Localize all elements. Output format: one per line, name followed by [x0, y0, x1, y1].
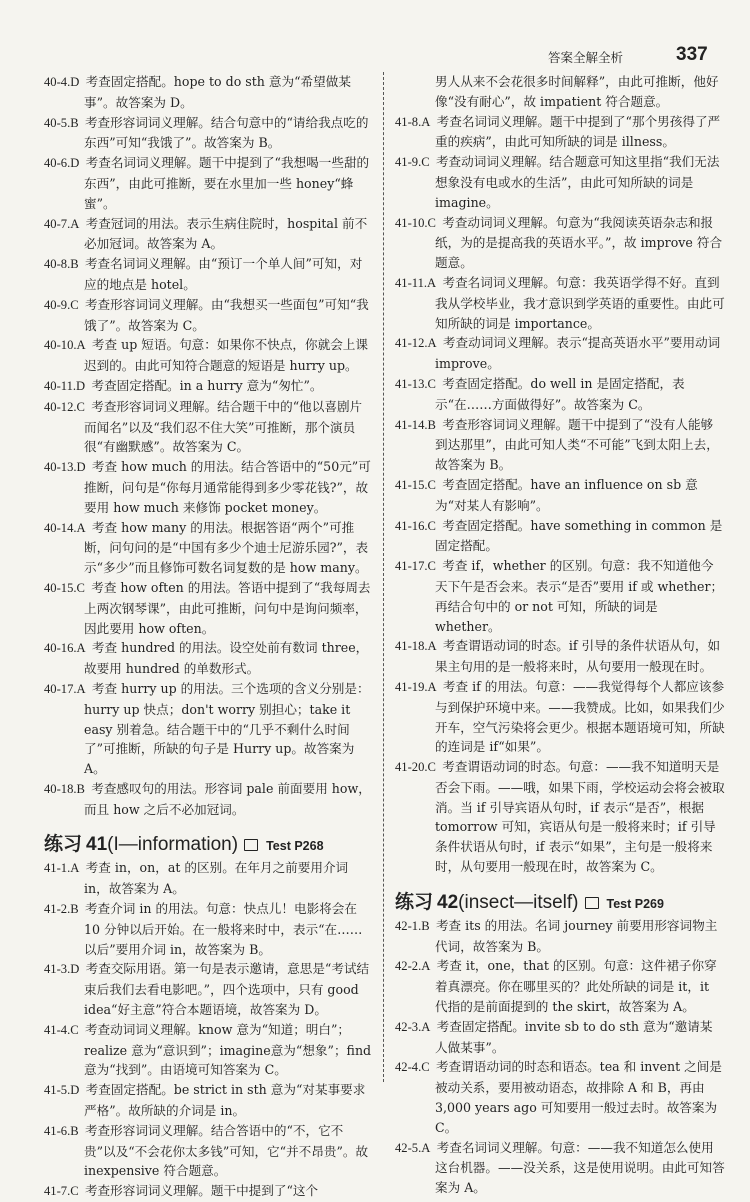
- answer-number: 41-4.C: [44, 1022, 79, 1037]
- right-column: [395, 72, 725, 1198]
- answer-number: 42-1.B: [395, 918, 430, 933]
- answer-text: 考查 hurry up 的用法。三个选项的含义分别是：hurry up 快点；don't worry 别担心；take it easy 别着急。结合题干中的“几乎不剩什么时间了”可推断，所缺的句子是 Hurry up。故答案为 A。: [84, 680, 370, 777]
- answer-entry: [44, 72, 374, 113]
- answer-entry: [395, 112, 725, 153]
- answer-text: 考查形容词词义理解。结合句意中的“请给我点吃的东西”可知“我饿了”。故答案为 B。: [84, 114, 369, 151]
- answer-entry: [44, 959, 374, 1019]
- answer-text: 考查动词词义理解。know 意为“知道；明白”；realize 意为“意识到”；imagine意为“想象”；find 意为“找到”。由语境可知答案为 C。: [84, 1021, 372, 1078]
- answer-number: 40-8.B: [44, 257, 79, 272]
- answer-number: 41-2.B: [44, 902, 79, 917]
- answer-number: 41-10.C: [395, 215, 436, 230]
- answer-entry: [44, 1181, 374, 1202]
- answer-number: 41-15.C: [395, 477, 436, 492]
- entries-42: [395, 916, 725, 1198]
- answer-text: 考查固定搭配。hope to do sth 意为“希望做某事”。故答案为 D。: [84, 74, 351, 110]
- answer-entry: [395, 956, 725, 1016]
- answer-entry: [395, 757, 725, 877]
- answer-text: 考查动词词义理解。结合题意可知这里指“我们无法想象没有电或水的生活”，由此可知所缺的词是 imagine。: [435, 154, 720, 210]
- answer-text: 考查冠词的用法。表示生病住院时，hospital 前不必加冠词。故答案为 A。: [84, 215, 368, 252]
- answer-number: 41-14.B: [395, 417, 436, 432]
- answer-entry: [395, 415, 725, 475]
- column-divider: [383, 72, 384, 1082]
- answer-text: 考查形容词词义理解。由“我想买一些面包”可知“我饿了”。故答案为 C。: [84, 296, 369, 333]
- answer-text: 考查 how many 的用法。根据答语“两个”可推断，问句问的是“中国有多少个迪士尼游乐园?”，表示“多少”而且修饰可数名词复数的是 how many。: [84, 519, 369, 576]
- answer-text: 考查形容词词义理解。结合答语中的“不，它不贵”以及“不会花你太多钱”可知，它“并不昂贵”。故 inexpensive 符合题意。: [84, 1122, 369, 1179]
- answer-entry: [44, 295, 374, 336]
- answer-text: 考查形容词词义理解。结合题干中的“他以喜剧片而闻名”以及“我们忍不住大笑”可推断，那个演员很“有幽默感”。故答案为 C。: [84, 398, 363, 455]
- answer-entry: [44, 254, 374, 295]
- page-header: [548, 42, 718, 68]
- answer-entry: [44, 376, 374, 397]
- answer-number: 40-5.B: [44, 115, 79, 130]
- continued-text: 男人从来不会花很多时间解释”，由此可推断，他好像“没有耐心”，故 impatient 符合题意。: [435, 74, 719, 109]
- answer-text: 考查固定搭配。do well in 是固定搭配，表示“在……方面做得好”。故答案为 C。: [435, 375, 685, 412]
- section-prefix: 练习: [44, 834, 83, 856]
- answer-entry: [395, 152, 725, 212]
- answer-number: 42-3.A: [395, 1019, 431, 1034]
- answer-text: 考查谓语动词的时态。if 引导的条件状语从句，如果主句用的是一般将来时，从句要用一般现在时。: [435, 638, 721, 675]
- answer-number: 40-4.D: [44, 75, 80, 89]
- answer-entry: [395, 677, 725, 757]
- answer-number: 41-11.A: [395, 275, 437, 290]
- answer-number: 41-6.B: [44, 1123, 79, 1138]
- answer-number: 41-12.A: [395, 336, 437, 351]
- answer-number: 41-16.C: [395, 518, 436, 533]
- answer-entry: [395, 916, 725, 957]
- answer-entry: [44, 457, 374, 517]
- answer-entry: [395, 1017, 725, 1058]
- answer-text: 考查形容词词义理解。题干中提到了“没有人能够到达那里”，由此可知人类“不可能”飞到太阳上去，故答案为 B。: [435, 416, 719, 473]
- answer-number: 41-8.A: [395, 114, 431, 129]
- answer-entry: [395, 1138, 725, 1198]
- section-number: 42: [437, 891, 459, 913]
- answer-entry: [44, 153, 374, 213]
- section-heading-42: [395, 887, 725, 913]
- answer-text: 考查 it，one，that 的区别。句意：这件裙子你穿着真漂亮。你在哪里买的？此处所缺的词是 it，it 代指的是前面提到的 the skirt，故答案为 A。: [435, 958, 717, 1015]
- answer-number: 40-17.A: [44, 681, 86, 696]
- answer-entry: [44, 1121, 374, 1181]
- answer-entry: [44, 518, 374, 578]
- answer-number: 41-5.D: [44, 1083, 80, 1098]
- answer-number: 40-13.D: [44, 460, 86, 475]
- answer-number: 41-1.A: [44, 861, 80, 876]
- answer-number: 40-10.A: [44, 338, 86, 353]
- answer-text: 考查形容词词义理解。题干中提到了“这个: [84, 1183, 319, 1199]
- header-label: 答案全解全析: [548, 50, 624, 65]
- answer-entry: [44, 899, 374, 959]
- answer-text: 考查动词词义理解。表示“提高英语水平”要用动词 improve。: [435, 335, 721, 372]
- answer-number: 41-20.C: [395, 760, 436, 775]
- answer-entry: [395, 516, 725, 557]
- answer-entry: [395, 475, 725, 516]
- answer-number: 40-15.C: [44, 580, 85, 595]
- answer-entry: [44, 214, 374, 255]
- section-test-ref: Test P269: [606, 896, 664, 911]
- answer-entry: [395, 333, 725, 374]
- section-range: (I—information): [107, 834, 239, 856]
- answer-entry: [44, 1080, 374, 1121]
- entries-40: [44, 72, 374, 819]
- answer-entry: [44, 858, 374, 899]
- answer-text: 考查固定搭配。have something in common 是固定搭配。: [435, 517, 723, 554]
- answer-text: 考查名词词义理解。题干中提到了“我想喝一些甜的东西”，由此可推断，要在水里加一些 honey“蜂蜜”。: [84, 155, 370, 211]
- page-number: 337: [676, 44, 708, 65]
- section-heading-41: [44, 829, 374, 855]
- answer-number: 40-12.C: [44, 399, 85, 414]
- answer-entry: [44, 779, 374, 820]
- entries-41b: [395, 112, 725, 877]
- answer-number: 40-18.B: [44, 781, 85, 796]
- answer-entry: [44, 1020, 374, 1080]
- answer-text: 考查 how much 的用法。结合答语中的“50元”可推断，问句是“你每月通常能得到多少零花钱?”，故要用 how much 来修饰 pocket money。: [84, 459, 371, 515]
- answer-entry: [44, 335, 374, 376]
- answer-number: 41-3.D: [44, 962, 80, 977]
- answer-entry: [395, 1057, 725, 1137]
- answer-text: 考查谓语动词的时态和语态。tea 和 invent 之间是被动关系，要用被动语态，故排除 A 和 B，再由 3,000 years ago 可知要用一般过去时。故答案为 C。: [435, 1059, 722, 1135]
- answer-entry: [44, 397, 374, 457]
- answer-text: 考查名词词义理解。由“预订一个单人间”可知，对应的地点是 hotel。: [84, 256, 363, 292]
- answer-text: 考查固定搭配。have an influence on sb 意为“对某人有影响”。: [435, 476, 698, 513]
- answer-entry: [395, 273, 725, 333]
- answer-text: 考查固定搭配。invite sb to do sth 意为“邀请某人做某事”。: [435, 1018, 713, 1055]
- section-range: (insect—itself): [458, 891, 579, 913]
- answer-text: 考查 if 的用法。句意：——我觉得每个人都应该参与到保护环境中来。——我赞成。比如，如果我们少开车，空气污染将会更少。根据本题语境可知，所缺的连词是 if“如果”。: [435, 678, 725, 755]
- answer-number: 41-18.A: [395, 639, 437, 654]
- answer-text: 考查感叹句的用法。形容词 pale 前面要用 how，而且 how 之后不必加冠词。: [84, 780, 371, 817]
- answer-text: 考查 up 短语。句意：如果你不快点，你就会上课迟到的。由此可知符合题意的短语是 hurry up。: [84, 337, 368, 374]
- answer-text: 考查动词词义理解。句意为“我阅读英语杂志和报纸，为的是提高我的英语水平。”，故 improve 符合题意。: [435, 214, 723, 271]
- answer-text: 考查固定搭配。in a hurry 意为“匆忙”。: [91, 377, 323, 393]
- answer-text: 考查谓语动词的时态。句意：——我不知道明天是否会下雨。——哦，如果下雨，学校运动会将会被取消。当 if 引导宾语从句时，if 表示“是否”，根据 tomorrow 可知，宾语从句是一般将来时；if 引导条件状语从句时，if 表示“如果”，主句是一般将来时，从句要用一般现在时，故答案为 C。: [435, 759, 725, 875]
- answer-text: 考查 if，whether 的区别。句意：我不知道他今天下午是否会来。表示“是否”要用 if 或 whether；再结合句中的 or not 可知，所缺的词是 whether。: [435, 558, 724, 634]
- book-icon: [244, 839, 258, 851]
- answer-text: 考查 how often 的用法。答语中提到了“我每周去上两次钢琴课”，由此可推断，问句中是询问频率，因此要用 how often。: [84, 579, 371, 636]
- answer-entry: [44, 113, 374, 154]
- answer-number: 42-2.A: [395, 959, 431, 974]
- section-prefix: 练习: [395, 891, 434, 913]
- answer-text: 考查 hundred 的用法。设空处前有数词 three，故要用 hundred 的单数形式。: [84, 640, 369, 677]
- answer-entry: [395, 213, 725, 273]
- answer-number: 40-7.A: [44, 216, 80, 231]
- answer-number: 41-19.A: [395, 679, 437, 694]
- answer-number: 42-5.A: [395, 1140, 431, 1155]
- entries-41a: [44, 858, 374, 1202]
- answer-text: 考查 its 的用法。名词 journey 前要用形容词物主代词，故答案为 B。: [435, 917, 718, 954]
- answer-number: 41-7.C: [44, 1184, 79, 1199]
- answer-entry: [44, 578, 374, 638]
- answer-text: 考查交际用语。第一句是表示邀请，意思是“考试结束后我们去看电影吧。”，四个选项中，只有 good idea“好主意”符合本题语境，故答案为 D。: [84, 961, 370, 1018]
- answer-number: 40-14.A: [44, 520, 86, 535]
- left-column: [44, 72, 374, 1202]
- answer-number: 40-6.D: [44, 156, 80, 171]
- answer-entry: [395, 374, 725, 415]
- book-icon: [585, 897, 599, 909]
- answer-text: 考查名词词义理解。句意：我英语学得不好。直到我从学校毕业，我才意识到学英语的重要性。由此可知所缺的词是 importance。: [435, 274, 725, 331]
- answer-number: 40-9.C: [44, 297, 79, 312]
- answer-number: 40-11.D: [44, 378, 86, 393]
- section-test-ref: Test P268: [266, 839, 324, 854]
- answer-text: 考查名词词义理解。句意：——我不知道怎么使用这台机器。——没关系，这是使用说明。由此可知答案为 A。: [435, 1139, 725, 1196]
- answer-text: 考查名词词义理解。题干中提到了“那个男孩得了严重的疾病”，由此可知所缺的词是 illness。: [435, 113, 721, 150]
- answer-number: 42-4.C: [395, 1060, 430, 1075]
- answer-entry: [44, 638, 374, 679]
- answer-text: 考查介词 in 的用法。句意：快点儿！电影将会在 10 分钟以后开始。在一般将来时中，表示“在……以后”要用介词 in，故答案为 B。: [84, 901, 363, 957]
- answer-number: 41-17.C: [395, 559, 436, 574]
- answer-number: 41-13.C: [395, 376, 436, 391]
- answer-text: 考查 in，on，at 的区别。在年月之前要用介词 in，故答案为 A。: [84, 860, 349, 897]
- answer-number: 41-9.C: [395, 155, 430, 170]
- answer-number: 40-16.A: [44, 641, 86, 656]
- answer-entry: [44, 679, 374, 779]
- answer-entry: [395, 556, 725, 636]
- answer-text: 考查固定搭配。be strict in sth 意为“对某事要求严格”。故所缺的介词是 in。: [84, 1082, 366, 1119]
- section-number: 41: [86, 834, 108, 856]
- answer-entry: [395, 636, 725, 677]
